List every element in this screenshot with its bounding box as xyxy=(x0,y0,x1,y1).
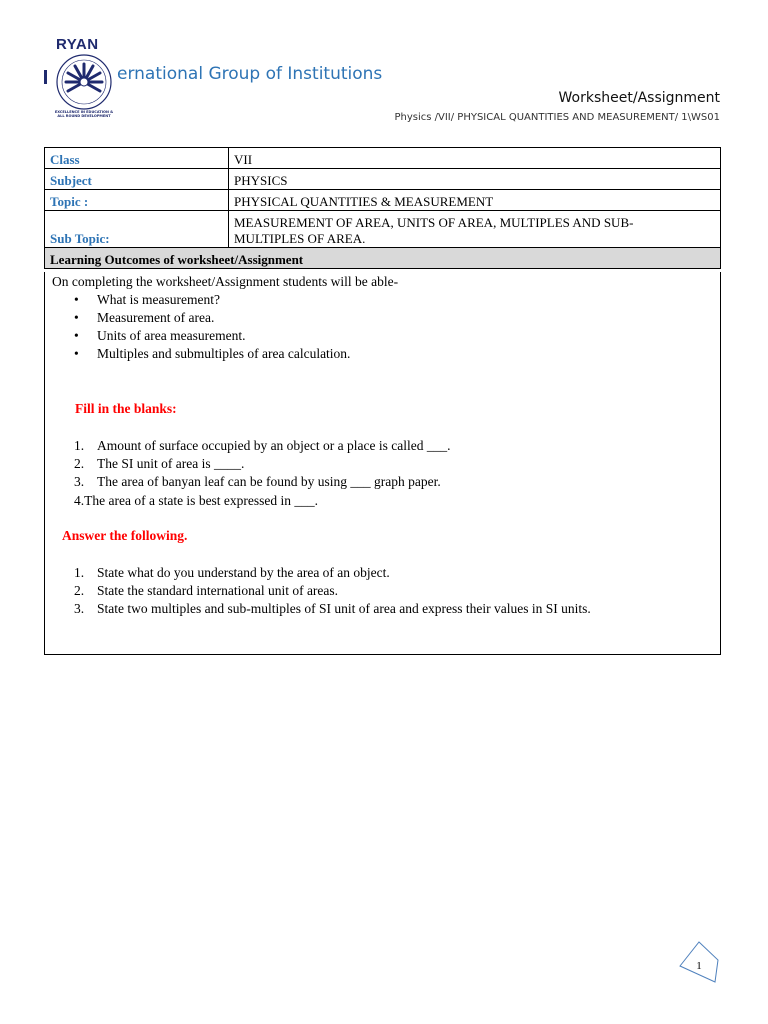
subtopic-value xyxy=(229,211,721,248)
fill-blanks-item-4: 4.The area of a state is best expressed in ___. xyxy=(74,493,319,508)
list-item xyxy=(74,437,451,455)
school-logo xyxy=(50,36,120,122)
subtopic-value-line2: MULTIPLES OF AREA. xyxy=(234,231,366,246)
list-item: • Units of area measurement. xyxy=(70,327,350,345)
item-text: State what do you understand by the area of an object. xyxy=(97,565,390,580)
item-number: 3. xyxy=(74,601,85,616)
table-row-topic xyxy=(45,190,721,211)
page-number: 1 xyxy=(696,960,702,972)
logo-emblem-icon xyxy=(54,52,114,110)
answer-list xyxy=(74,564,591,618)
table-row-subtopic xyxy=(45,211,721,248)
worksheet-body xyxy=(44,272,721,655)
item-text: Amount of surface occupied by an object or a place is called ___. xyxy=(97,438,451,453)
class-value: VII xyxy=(229,148,721,169)
list-item: • Measurement of area. xyxy=(70,309,350,327)
topic-value: PHYSICAL QUANTITIES & MEASUREMENT xyxy=(229,190,721,211)
fill-blanks-list xyxy=(74,437,451,491)
list-item xyxy=(74,564,591,582)
list-item xyxy=(74,600,591,618)
outcomes-heading: Learning Outcomes of worksheet/Assignment xyxy=(45,248,721,269)
outcomes-intro: On completing the worksheet/Assignment students will be able- xyxy=(52,274,399,289)
item-number: 2. xyxy=(74,456,85,471)
class-label: Class xyxy=(45,148,229,169)
subject-label: Subject xyxy=(45,169,229,190)
item-number: 1. xyxy=(74,438,85,453)
worksheet-code: Physics /VII/ PHYSICAL QUANTITIES AND MEASUREMENT/ 1\WS01 xyxy=(394,112,720,123)
fill-blanks-title: Fill in the blanks: xyxy=(75,401,177,416)
list-item xyxy=(74,473,451,491)
item-text: The area of banyan leaf can be found by using ___ graph paper. xyxy=(97,474,441,489)
item-number: 1. xyxy=(74,565,85,580)
item-text: The SI unit of area is ____. xyxy=(97,456,245,471)
item-text: State two multiples and sub-multiples of SI unit of area and express their values in SI units. xyxy=(97,601,591,616)
list-item xyxy=(74,582,591,600)
answer-title: Answer the following. xyxy=(62,528,188,543)
list-item: • What is measurement? xyxy=(70,291,350,309)
table-row-class xyxy=(45,148,721,169)
logo-tagline: EXCELLENCE IN EDUCATION & ALL ROUND DEVELOPMENT xyxy=(54,110,114,118)
topic-label: Topic : xyxy=(45,190,229,211)
subject-value: PHYSICS xyxy=(229,169,721,190)
list-item xyxy=(74,455,451,473)
org-title: ernational Group of Institutions xyxy=(117,64,383,84)
item-number: 2. xyxy=(74,583,85,598)
info-table xyxy=(44,147,721,269)
logo-wordmark: RYAN xyxy=(56,36,99,53)
worksheet-title: Worksheet/Assignment xyxy=(558,90,720,106)
list-item: • Multiples and submultiples of area calculation. xyxy=(70,345,350,363)
item-text: State the standard international unit of areas. xyxy=(97,583,339,598)
table-row-outcomes-heading xyxy=(45,248,721,269)
subtopic-value-line1: MEASUREMENT OF AREA, UNITS OF AREA, MULTIPLES AND SUB- xyxy=(234,215,634,230)
outcomes-list xyxy=(70,291,350,363)
subtopic-label: Sub Topic: xyxy=(45,211,229,248)
item-number: 3. xyxy=(74,474,85,489)
logo-bar xyxy=(44,70,47,84)
table-row-subject xyxy=(45,169,721,190)
page-number-badge xyxy=(677,940,721,986)
